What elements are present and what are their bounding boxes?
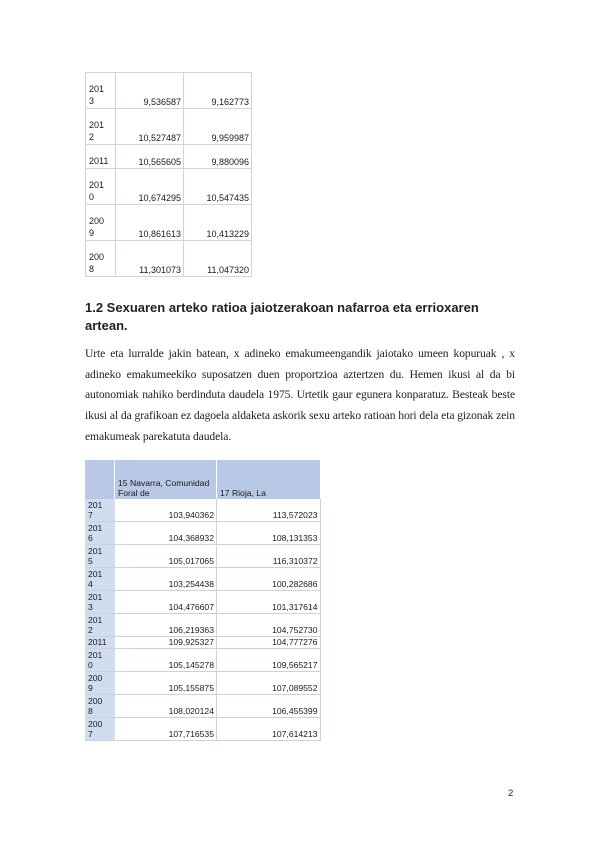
section-heading: 1.2 Sexuaren arteko ratioa jaiotzerakoan nafarroa eta errioxaren artean.: [85, 300, 479, 333]
year-cell: [85, 522, 115, 545]
navarra-value-cell: 108,020124: [115, 695, 217, 718]
year-cell: [85, 649, 115, 672]
year-cell: [86, 169, 116, 205]
value-cell: 10,674295: [116, 169, 184, 205]
navarra-value-cell: 104,476607: [115, 591, 217, 614]
year-part: 2: [88, 625, 93, 635]
table-row: [86, 73, 252, 109]
table-row: [85, 695, 320, 718]
year-cell: [85, 614, 115, 637]
year-cell: [85, 718, 115, 741]
table-row: [85, 499, 320, 522]
year-part: 201: [89, 180, 105, 190]
year-part: 200: [89, 252, 105, 262]
value-cell: 9,162773: [184, 73, 252, 109]
rioja-value-cell: 101,317614: [217, 591, 321, 614]
year-part: 2: [89, 132, 95, 142]
table-row: [85, 568, 320, 591]
year-cell: [85, 695, 115, 718]
year-cell: [85, 499, 115, 522]
header-year-cell: [85, 460, 115, 499]
navarra-value-cell: 105,145278: [115, 649, 217, 672]
table-row: [86, 241, 252, 277]
year-cell: [85, 637, 115, 649]
year-part: 200: [88, 696, 103, 706]
value-cell: 10,413229: [184, 205, 252, 241]
page-number: 2: [508, 788, 514, 799]
navarra-value-cell: 109,925327: [115, 637, 217, 649]
year-part: 201: [88, 523, 103, 533]
year-part: 5: [88, 556, 93, 566]
year-part: 7: [88, 729, 93, 739]
year-part: 201: [88, 615, 103, 625]
navarra-value-cell: 107,716535: [115, 718, 217, 741]
table-row: [85, 614, 320, 637]
rioja-value-cell: 116,310372: [217, 545, 321, 568]
year-part: 201: [88, 650, 103, 660]
year-cell: [86, 145, 116, 169]
table-row: [86, 169, 252, 205]
year-part: 201: [88, 500, 103, 510]
year-part: 8: [88, 706, 93, 716]
navarra-value-cell: 103,254438: [115, 568, 217, 591]
rioja-value-cell: 106,455399: [217, 695, 321, 718]
table-row: [86, 145, 252, 169]
rioja-value-cell: 104,752730: [217, 614, 321, 637]
year-part: 9: [89, 228, 95, 238]
year-cell: [86, 241, 116, 277]
table-row: [85, 637, 320, 649]
year-part: 4: [88, 579, 93, 589]
rioja-value-cell: 104,777276: [217, 637, 321, 649]
year-part: 2011: [88, 637, 107, 647]
sex-ratio-table: [85, 460, 321, 741]
table-row: [85, 591, 320, 614]
navarra-value-cell: 105,155875: [115, 672, 217, 695]
header-rioja: 17 Rioja, La: [217, 460, 321, 499]
year-part: 0: [89, 192, 95, 202]
year-part: 201: [88, 569, 103, 579]
year-part: 7: [88, 510, 93, 520]
year-part: 200: [88, 719, 103, 729]
rioja-value-cell: 107,089552: [217, 672, 321, 695]
table-header-row: [85, 460, 320, 499]
rioja-value-cell: 100,282686: [217, 568, 321, 591]
year-part: 200: [88, 673, 103, 683]
year-cell: [85, 568, 115, 591]
navarra-value-cell: 106,219363: [115, 614, 217, 637]
year-cell: [86, 205, 116, 241]
data-table-top: [85, 72, 252, 277]
table-row: [85, 545, 320, 568]
year-part: 201: [89, 120, 105, 130]
year-part: 8: [89, 264, 95, 274]
value-cell: 9,880096: [184, 145, 252, 169]
year-cell: [85, 591, 115, 614]
year-part: 0: [88, 660, 93, 670]
year-part: 9: [88, 683, 93, 693]
value-cell: 10,547435: [184, 169, 252, 205]
year-cell: [85, 545, 115, 568]
year-cell: [86, 73, 116, 109]
rioja-value-cell: 113,572023: [217, 499, 321, 522]
table-row: [86, 205, 252, 241]
year-part: 6: [88, 533, 93, 543]
value-cell: 10,527487: [116, 109, 184, 145]
value-cell: 11,047320: [184, 241, 252, 277]
year-part: 201: [88, 592, 103, 602]
year-cell: [86, 109, 116, 145]
year-part: 201: [89, 84, 105, 94]
navarra-value-cell: 105,017065: [115, 545, 217, 568]
table-row: [85, 522, 320, 545]
rioja-value-cell: 108,131353: [217, 522, 321, 545]
section-paragraph: Urte eta lurralde jakin batean, x adineko emakumeengandik jaiotako umeen kopuruak , x adineko emakumeekiko suposatzen duen proportzioa aztertzen du. Hemen ikusi al da bi autonomiak nahiko berdinduta daudela 1975. Urtetik gaur egunera konparatuz. Besteak beste ikusi al da grafikoan ez dagoela aldaketa askorik sexu arteko ratioan hori dela eta gizonak zein emakumeak parekatuta daudela.: [85, 347, 515, 443]
year-part: 3: [88, 602, 93, 612]
table-row: [85, 672, 320, 695]
year-part: 3: [89, 96, 95, 106]
table-row: [86, 109, 252, 145]
navarra-value-cell: 104,368932: [115, 522, 217, 545]
year-part: 201: [88, 546, 103, 556]
year-part: 2011: [89, 156, 109, 166]
year-part: 200: [89, 216, 105, 226]
navarra-value-cell: 103,940362: [115, 499, 217, 522]
year-cell: [85, 672, 115, 695]
table-row: [85, 649, 320, 672]
header-navarra: 15 Navarra, Comunidad Foral de: [115, 460, 217, 499]
value-cell: 10,565605: [116, 145, 184, 169]
rioja-value-cell: 107,614213: [217, 718, 321, 741]
rioja-value-cell: 109,565217: [217, 649, 321, 672]
value-cell: 9,536587: [116, 73, 184, 109]
value-cell: 11,301073: [116, 241, 184, 277]
table-row: [85, 718, 320, 741]
value-cell: 10,861613: [116, 205, 184, 241]
value-cell: 9,959987: [184, 109, 252, 145]
